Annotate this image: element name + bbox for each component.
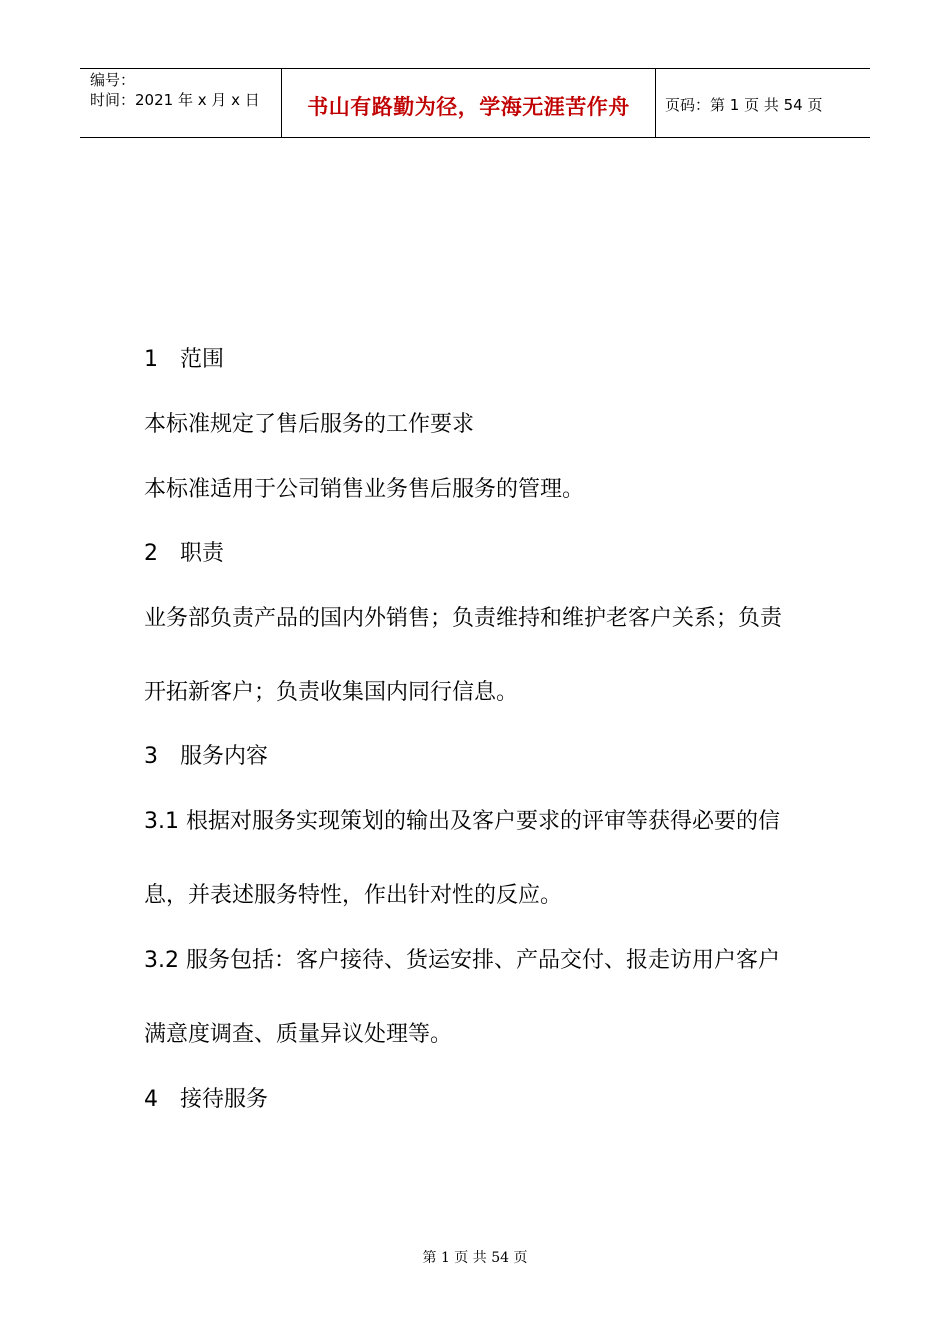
paragraph-duty-line-1: 业务部负责产品的国内外销售；负责维持和维护老客户关系；负责 [144, 606, 783, 631]
document-header-table [80, 68, 870, 138]
section-title: 职责 [180, 541, 225, 566]
section-2-heading [144, 541, 224, 567]
section-4-heading [144, 1087, 268, 1113]
header-meta-cell [80, 69, 281, 137]
section-title: 服务内容 [180, 744, 269, 769]
paragraph-3-1-line-1: 3.1 根据对服务实现策划的输出及客户要求的评审等获得必要的信 [144, 809, 780, 834]
paragraph-3-1-line-2: 息，并表述服务特性，作出针对性的反应。 [144, 883, 563, 908]
header-motto-cell [281, 69, 656, 137]
page-footer: 第 1 页 共 54 页 [422, 1250, 528, 1266]
header-page-cell [655, 69, 870, 137]
paragraph-scope-1: 本标准规定了售后服务的工作要求 [144, 412, 475, 437]
paragraph-duty-line-2: 开拓新客户；负责收集国内同行信息。 [144, 680, 519, 705]
time-label: 时间：2021 年 x 月 x 日 [90, 91, 260, 109]
paragraph-3-2-line-2: 满意度调查、质量异议处理等。 [144, 1022, 453, 1047]
section-number: 1 [144, 347, 158, 372]
section-number: 3 [144, 744, 158, 769]
section-number: 2 [144, 541, 158, 566]
page-code: 页码：第 1 页 共 54 页 [665, 96, 823, 114]
paragraph-3-2-line-1: 3.2 服务包括：客户接待、货运安排、产品交付、报走访用户客户 [144, 948, 780, 973]
section-title: 接待服务 [180, 1087, 269, 1112]
section-3-heading [144, 744, 268, 770]
section-title: 范围 [180, 347, 225, 372]
section-1-heading [144, 347, 224, 373]
section-number: 4 [144, 1087, 158, 1112]
number-label: 编号： [90, 71, 136, 89]
paragraph-scope-2: 本标准适用于公司销售业务售后服务的管理。 [144, 477, 585, 502]
motto-text: 书山有路勤为径，学海无涯苦作舟 [307, 94, 630, 119]
